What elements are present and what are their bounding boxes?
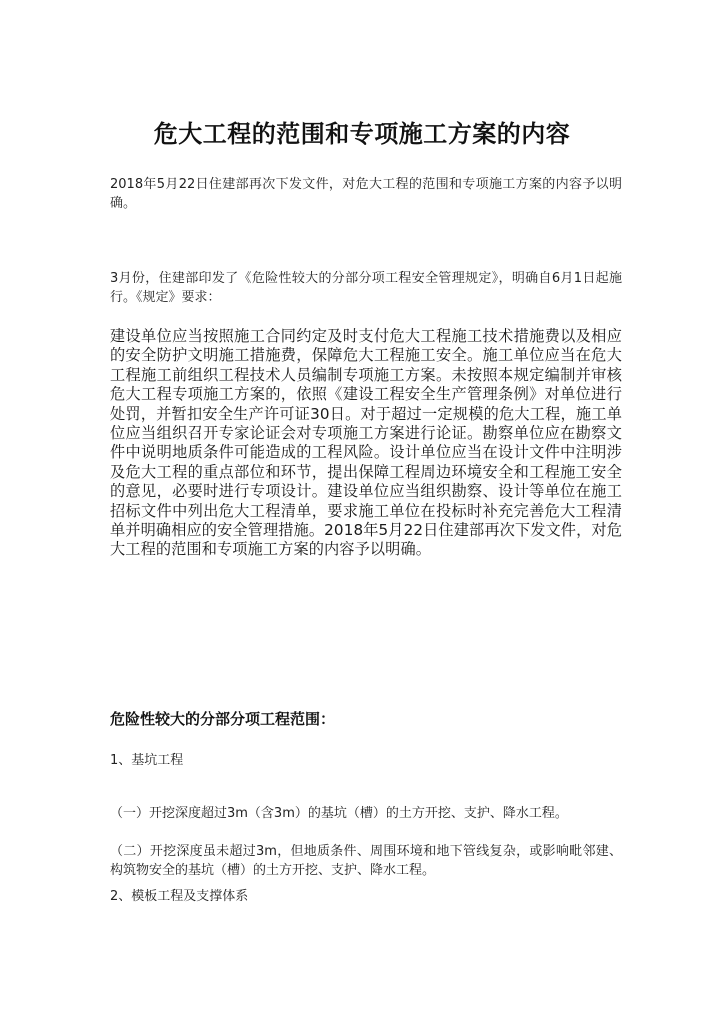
march-notice-paragraph: 3月份，住建部印发了《危险性较大的分部分项工程安全管理规定》，明确自6月1日起施行。《规定》要求：	[110, 271, 622, 305]
requirements-paragraph: 建设单位应当按照施工合同约定及时支付危大工程施工技术措施费以及相应的安全防护文明施工措施费，保障危大工程施工安全。施工单位应当在危大工程施工前组织工程技术人员编制专项施工方案。未按照本规定编制并审核危大工程专项施工方案的，依照《建设工程安全生产管理条例》对单位进行处罚，并暂扣安全生产许可证30日。对于超过一定规模的危大工程，施工单位应当组织召开专家论证会对专项施工方案进行论证。勘察单位应在勘察文件中说明地质条件可能造成的工程风险。设计单位应当在设计文件中注明涉及危大工程的重点部位和环节，提出保障工程周边环境安全和工程施工安全的意见，必要时进行专项设计。建设单位应当组织勘察、设计等单位在施工招标文件中列出危大工程清单，要求施工单位在投标时补充完善危大工程清单并明确相应的安全管理措施。2018年5月22日住建部再次下发文件，对危大工程的范围和专项施工方案的内容予以明确。	[110, 327, 622, 559]
subitem-paragraph: （一）开挖深度超过3m（含3m）的基坑（槽）的土方开挖、支护、降水工程。	[110, 806, 568, 821]
item-heading-formwork: 2、模板工程及支撑体系	[110, 889, 249, 904]
item-heading-foundation-pit: 1、基坑工程	[110, 753, 184, 768]
section-heading: 危险性较大的分部分项工程范围：	[110, 710, 336, 728]
document-title: 危大工程的范围和专项施工方案的内容	[153, 120, 571, 149]
subitem-paragraph: （二）开挖深度虽未超过3m，但地质条件、周围环境和地下管线复杂，或影响毗邻建、构筑物安全的基坑（槽）的土方开挖、支护、降水工程。	[110, 844, 622, 878]
intro-paragraph: 2018年5月22日住建部再次下发文件，对危大工程的范围和专项施工方案的内容予以明确。	[110, 177, 622, 211]
